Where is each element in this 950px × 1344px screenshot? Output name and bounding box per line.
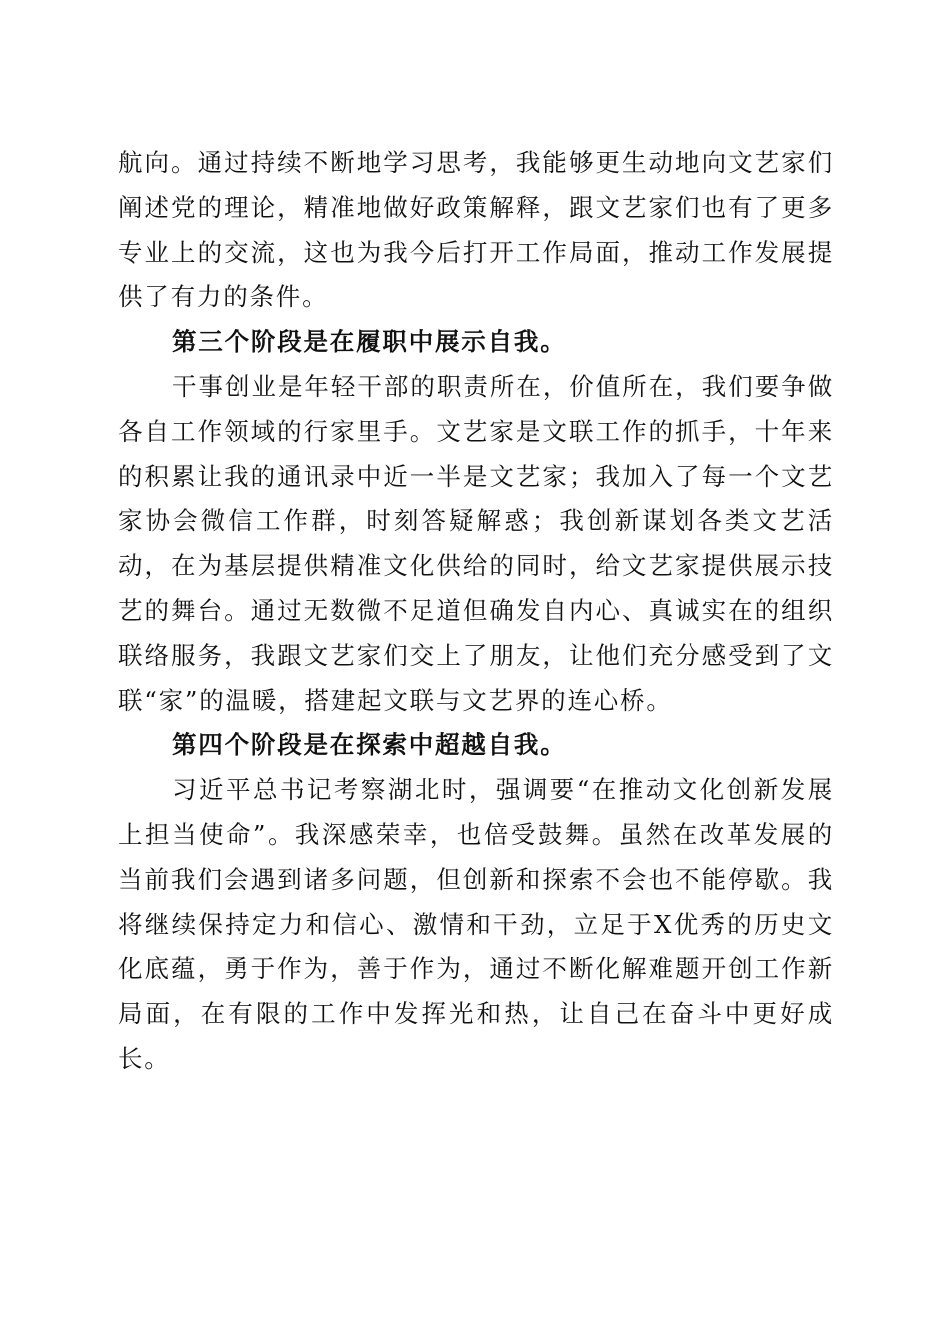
paragraph-stage-three: 干事创业是年轻干部的职责所在，价值所在，我们要争做各自工作领域的行家里手。文艺家是文联工作的抓手，十年来的积累让我的通讯录中近一半是文艺家；我加入了每一个文艺家协会微信工作群，时刻答疑解惑；我创新谋划各类文艺活动，在为基层提供精准文化供给的同时，给文艺家提供展示技艺的舞台。通过无数微不足道但确发自内心、真诚实在的组织联络服务，我跟文艺家们交上了朋友，让他们充分感受到了文联“家”的温暖，搭建起文联与文艺界的连心桥。	[118, 371, 834, 715]
paragraph-stage-four: 习近平总书记考察湖北时，强调要“在推动文化创新发展上担当使命”。我深感荣幸，也倍受鼓舞。虽然在改革发展的当前我们会遇到诸多问题，但创新和探索不会也不能停歇。我将继续保持定力和信心、激情和干劲，立足于X优秀的历史文化底蕴，勇于作为，善于作为，通过不断化解难题开创工作新局面，在有限的工作中发挥光和热，让自己在奋斗中更好成长。	[118, 775, 834, 1073]
paragraph-continued: 航向。通过持续不断地学习思考，我能够更生动地向文艺家们阐述党的理论，精准地做好政策解释，跟文艺家们也有了更多专业上的交流，这也为我今后打开工作局面，推动工作发展提供了有力的条件。	[118, 148, 834, 312]
section-heading-stage-three: 第三个阶段是在履职中展示自我。	[172, 327, 567, 357]
document-body	[118, 141, 834, 1082]
section-heading-stage-four: 第四个阶段是在探索中超越自我。	[172, 730, 567, 760]
